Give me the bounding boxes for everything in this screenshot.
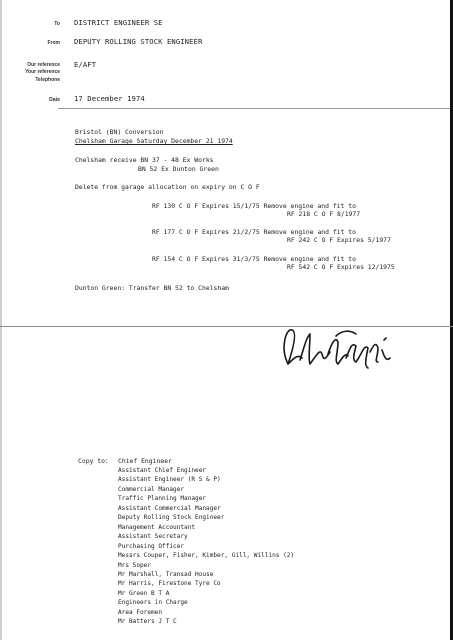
your-reference-label: Your reference bbox=[25, 69, 60, 75]
our-reference-value: E/AFT bbox=[74, 60, 97, 69]
copy-first-recipient: Chief Engineer bbox=[118, 457, 172, 465]
to-value: DISTRICT ENGINEER SE bbox=[74, 18, 163, 27]
copy-recipient: Mr Green B T A bbox=[118, 589, 170, 597]
date-label: Date bbox=[49, 97, 60, 103]
subject-line-1: Bristol (BN) Conversion bbox=[75, 128, 164, 136]
entry-3-line-2: RF 542 C O F Expires 12/1975 bbox=[287, 263, 395, 271]
copy-recipient: Mr Harris, Firestone Tyre Co bbox=[118, 580, 221, 588]
entry-2-line-1: RF 177 C O F Expires 21/2/75 Remove engine and fit to bbox=[152, 228, 356, 236]
entry-1-line-2: RF 218 C O F 8/1977 bbox=[287, 210, 361, 218]
transfer-line: Dunton Green: Transfer BN 52 to Chelsham bbox=[75, 284, 229, 292]
copy-recipient: Mrs Soper bbox=[118, 561, 152, 569]
copy-recipient: Commercial Manager bbox=[118, 485, 185, 493]
entry-1-line-1: RF 130 C O F Expires 15/1/75 Remove engine and fit to bbox=[152, 202, 356, 210]
to-label: To bbox=[54, 21, 60, 27]
from-label: From bbox=[47, 40, 60, 46]
copy-recipient: Mr Marshall, Transad House bbox=[118, 570, 214, 578]
copy-to-label: Copy to: bbox=[78, 457, 109, 465]
copy-recipient-list bbox=[118, 466, 294, 627]
header-rule bbox=[58, 108, 450, 109]
scan-edge-left bbox=[0, 0, 2, 640]
subject-line-2: Chelsham Garage Saturday December 21 1974 bbox=[75, 137, 233, 145]
date-value: 17 December 1974 bbox=[74, 94, 145, 103]
copy-recipient: Engineers in Charge bbox=[118, 599, 188, 607]
copy-recipient: Assistant Secretary bbox=[118, 533, 188, 541]
receive-line-1: Chelsham receive BN 37 - 48 Ex Works bbox=[75, 156, 214, 164]
from-value: DEPUTY ROLLING STOCK ENGINEER bbox=[74, 37, 203, 46]
entry-2-line-2: RF 242 C O F Expires 5/1977 bbox=[287, 236, 391, 244]
copy-recipient: Deputy Rolling Stock Engineer bbox=[118, 514, 225, 522]
copy-recipient: Assistant Commercial Manager bbox=[118, 504, 221, 512]
copy-recipient: Assistant Engineer (R S & P) bbox=[118, 476, 221, 484]
copy-recipient: Purchasing Officer bbox=[118, 542, 185, 550]
copy-recipient: Assistant Chief Engineer bbox=[118, 467, 207, 474]
copy-recipient: Traffic Planning Manager bbox=[118, 495, 207, 503]
copy-recipient: Mr Batters J T C bbox=[118, 618, 177, 626]
our-reference-label: Our reference bbox=[27, 62, 60, 68]
copy-recipient: Messrs Couper, Fisher, Kimber, Gill, Willins (2) bbox=[118, 552, 295, 560]
copy-recipient: Area Foremen bbox=[118, 608, 163, 616]
delete-line: Delete from garage allocation on expiry on C O F bbox=[75, 183, 260, 191]
copy-recipient: Management Accountant bbox=[118, 523, 196, 531]
handwritten-signature bbox=[276, 318, 396, 378]
receive-line-2: BN 52 Ex Dunton Green bbox=[138, 165, 219, 173]
entry-3-line-1: RF 154 C O F Expires 31/3/75 Remove engine and fit to bbox=[152, 255, 356, 263]
telephone-label: Telephone bbox=[35, 77, 60, 83]
